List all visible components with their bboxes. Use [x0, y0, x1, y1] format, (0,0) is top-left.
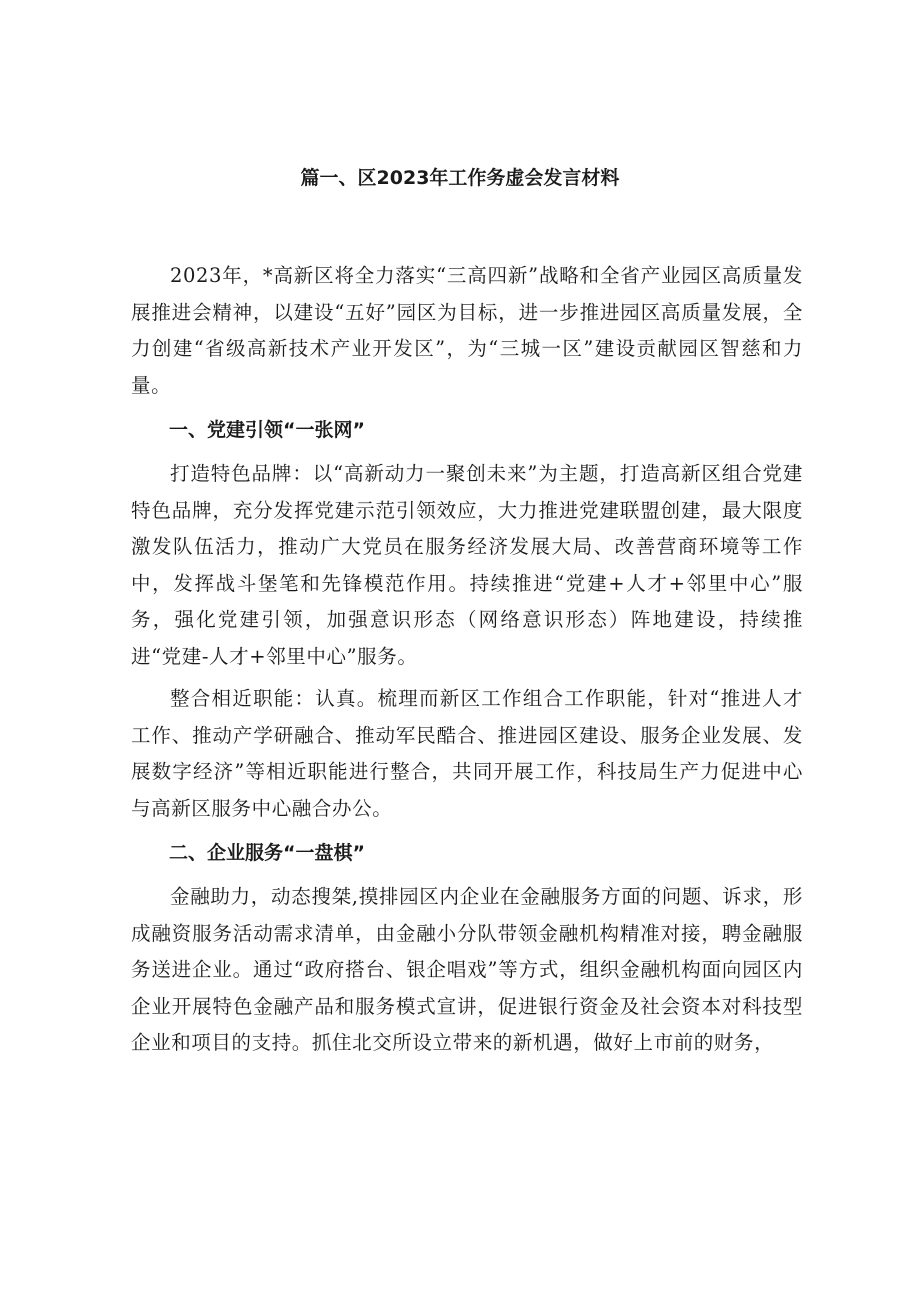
document-title: 篇一、区2023年工作务虚会发言材料: [300, 167, 620, 189]
paragraph-functions: 整合相近职能：认真。梳理而新区工作组合工作职能，针对“推进人才工作、推动产学研融合、推动军民酷合、推进园区建设、服务企业发展、发展数字经济”等相近职能进行整合，共同开展工作，科技局生产力促进中心与高新区服务中心融合办公。: [131, 687, 803, 820]
document-body: [131, 258, 803, 1068]
paragraph-brand: 打造特色品牌：以“高新动力一聚创未来”为主题，打造高新区组合党建特色品牌，充分发挥党建示范引领效应，大力推进党建联盟创建，最大限度激发队伍活力，推动广大党员在服务经济发展大局、改善营商环境等工作中，发挥战斗堡笔和先锋模范作用。持续推进“党建+人才+邻里中心”服务，强化党建引领，加强意识形态（网络意识形态）阵地建设，持续推进“党建-人才+邻里中心”服务。: [131, 462, 803, 668]
intro-paragraph: 2023年，*高新区将全力落实“三高四新”战略和全省产业园区高质量发展推进会精神，以建设“五好”园区为目标，进一步推进园区高质量发展，全力创建“省级高新技术产业开发区”，为“三城一区”建设贡献园区智慈和力量。: [131, 264, 803, 397]
paragraph-finance: 金融助力，动态搜桀,摸排园区内企业在金融服务方面的问题、诉求，形成融资服务活动需求清单，由金融小分队带领金融机构精准对接，聘金融服务送进企业。通过“政府搭台、银企唱戏”等方式，组织金融机构面向园区内企业开展特色金融产品和服务模式宣讲，促进银行资金及社会资本对科技型企业和项目的支持。抓住北交所设立带来的新机遇，做好上市前的财务，: [131, 885, 803, 1054]
section-heading-party-building: 一、党建引领“一张网”: [169, 419, 365, 441]
section-heading-enterprise-service: 二、企业服务“一盘棋”: [169, 842, 365, 864]
